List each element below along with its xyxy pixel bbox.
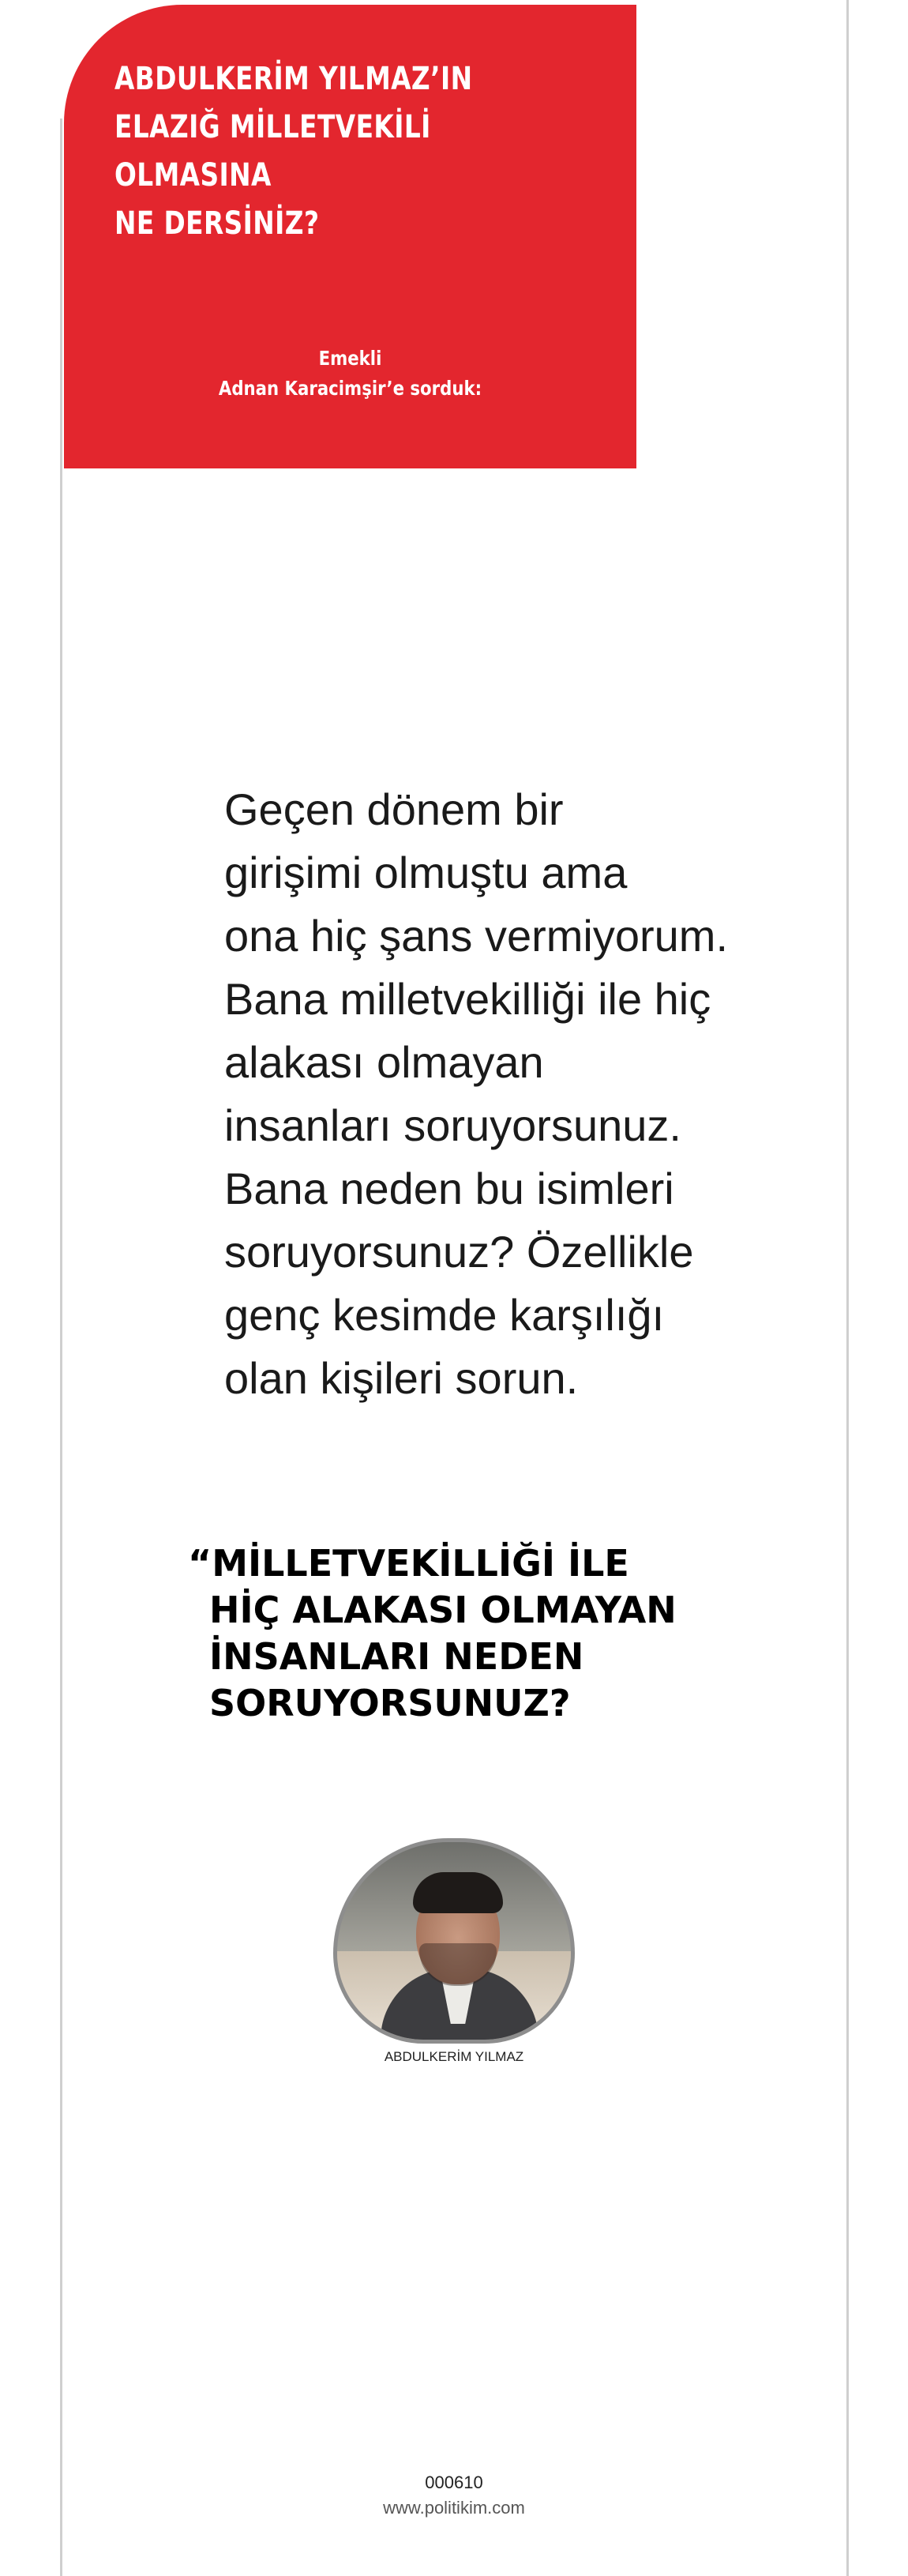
pull-quote-line: SORUYORSUNUZ? <box>209 1682 571 1724</box>
answer-line: Bana milletvekilliği ile hiç <box>224 974 711 1024</box>
website-link[interactable]: www.politikim.com <box>383 2498 525 2518</box>
pull-quote <box>188 1540 835 1727</box>
left-column-rule <box>60 118 62 2576</box>
interviewee-occupation: Emekli <box>318 347 382 370</box>
answer-line: Bana neden bu isimleri <box>224 1164 674 1213</box>
headline <box>114 55 477 248</box>
headline-line: OLMASINA <box>114 157 272 194</box>
page-code: 000610 <box>425 2473 483 2492</box>
interviewee-credit <box>64 344 636 404</box>
answer-line: soruyorsunuz? Özellikle <box>224 1227 694 1277</box>
pull-quote-line: HİÇ ALAKASI OLMAYAN <box>209 1589 677 1631</box>
answer-text <box>224 778 777 1410</box>
right-column-rule <box>846 0 849 2576</box>
answer-line: Geçen dönem bir <box>224 784 564 834</box>
interviewee-name: Adnan Karacimşir’e sorduk: <box>218 377 482 400</box>
answer-line: genç kesimde karşılığı <box>224 1290 665 1340</box>
portrait-photo <box>333 1838 575 2044</box>
pull-quote-line: “MİLLETVEKİLLİĞİ İLE <box>188 1542 629 1585</box>
pull-quote-line: İNSANLARI NEDEN <box>209 1635 584 1678</box>
answer-line: ona hiç şans vermiyorum. <box>224 911 729 961</box>
headline-line: NE DERSİNİZ? <box>114 205 320 242</box>
headline-line: ABDULKERİM YILMAZ’IN <box>114 61 473 97</box>
photo-caption: ABDULKERİM YILMAZ <box>384 2049 524 2064</box>
headline-line: ELAZIĞ MİLLETVEKİLİ <box>114 109 431 145</box>
answer-line: insanları soruyorsunuz. <box>224 1100 681 1150</box>
answer-line: olan kişileri sorun. <box>224 1353 579 1403</box>
answer-line: girişimi olmuştu ama <box>224 848 628 897</box>
photo-hair <box>413 1872 503 1913</box>
answer-line: alakası olmayan <box>224 1037 544 1087</box>
